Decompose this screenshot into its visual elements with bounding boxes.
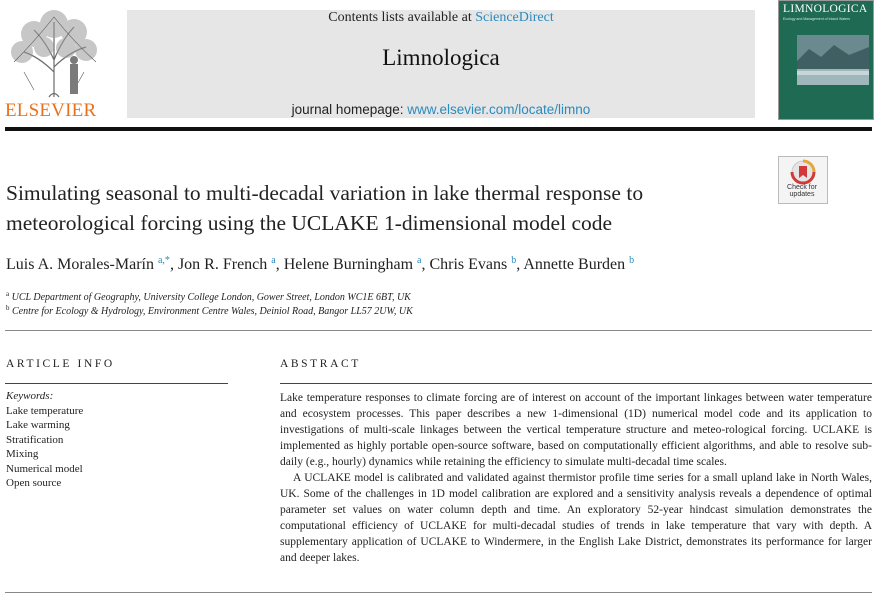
- abstract-paragraph: A UCLAKE model is calibrated and validated against thermistor profile time series for a small upland lake in North Wales, UK. Some of the challenges in 1D model calibration are explored and a sensitivity analysis reveals a dependence of optimal parameter set values on water column depth and time. An exploratory 52-year hindcast simulation demonstrates the computational efficiency of UCLAKE for multi-decadal studies of trends in lake temperature that vary with depth. A supplementary application of UCLAKE to Windermere, in the English Lake District, demonstrates its performance for larger and deeper lakes.: [280, 472, 872, 564]
- homepage-prefix: journal homepage:: [291, 102, 408, 117]
- cover-subtitle: Ecology and Management of Inland Waters: [783, 17, 850, 21]
- keyword-item: Open source: [6, 477, 62, 490]
- author-affiliation-mark[interactable]: a: [271, 255, 276, 266]
- author-name[interactable]: Helene Burningham: [283, 256, 414, 273]
- abstract-paragraph: Lake temperature responses to climate forcing are of interest on account of the important linkages between water temperature and ecosystem processes. This paper describes a new 1-dimensional (1D) numerical model code and its application to investigations of multi-scale linkages between the vertical temperature structure and meteo-rological forcing. UCLAKE is implemented as highly portable open-source software, based on computationally efficient algorithms, and able to resolve sub-daily (e.g., hourly) dynamics while retaining the efficiency to simulate multi-decadal time scales.: [280, 392, 872, 468]
- homepage-line: [127, 102, 755, 117]
- author-name[interactable]: Chris Evans: [429, 256, 508, 273]
- publisher-name: ELSEVIER: [5, 100, 97, 121]
- author-affiliation-mark[interactable]: b: [511, 255, 517, 266]
- keywords-list: [6, 404, 83, 490]
- contents-prefix: Contents lists available at: [328, 10, 476, 25]
- author-name[interactable]: Annette Burden: [523, 256, 626, 273]
- cover-title: LIMNOLOGICA: [783, 3, 868, 15]
- check-updates-icon: [779, 157, 827, 187]
- check-updates-label: [778, 184, 826, 198]
- abstract-body: [280, 390, 872, 566]
- bottom-divider: [5, 592, 872, 593]
- affiliation-text: Centre for Ecology & Hydrology, Environment Centre Wales, Deiniol Road, Bangor LL57 2UW, UK: [12, 306, 413, 317]
- author-affiliation-mark[interactable]: a: [417, 255, 422, 266]
- article-title: Simulating seasonal to multi-decadal variation in lake thermal response to meteorological forcing using the UCLAKE 1-dimensional model code: [6, 181, 644, 235]
- author-affiliation-mark[interactable]: b: [629, 255, 635, 266]
- affiliation-b: [6, 304, 413, 317]
- keywords-label: Keywords:: [6, 390, 54, 402]
- article-info-rule: [5, 383, 228, 384]
- affiliation-text: UCL Department of Geography, University College London, Gower Street, London WC1E 6BT, UK: [11, 292, 411, 303]
- keyword-item: Mixing: [6, 448, 39, 461]
- keyword-item: Stratification: [6, 433, 64, 446]
- author-list: Luis A. Morales-Marín $^{a,*}$, Jon R. French $^a$, Helene Burningham $^a$, Chris Evans $^b$, Annette Burden $^b$: [6, 255, 635, 273]
- affiliation-a: [6, 290, 411, 303]
- journal-cover-image[interactable]: [778, 0, 874, 120]
- check-updates-line1: Check for: [787, 184, 817, 191]
- keyword-item: Numerical model: [6, 462, 83, 475]
- affiliation-mark: a: [6, 290, 10, 298]
- sciencedirect-link[interactable]: ScienceDirect: [475, 10, 554, 25]
- keyword-item: Lake warming: [6, 419, 70, 432]
- journal-name[interactable]: Limnologica: [382, 45, 500, 70]
- header-divider: [5, 127, 872, 131]
- abstract-rule: [280, 383, 872, 384]
- affiliation-mark: b: [6, 304, 10, 312]
- keyword-item: Lake temperature: [6, 405, 84, 417]
- author-name[interactable]: Luis A. Morales-Marín: [6, 256, 154, 273]
- journal-homepage-link[interactable]: www.elsevier.com/locate/limno: [407, 102, 591, 117]
- author-name[interactable]: Jon R. French: [177, 256, 268, 273]
- check-updates-line2: updates: [789, 191, 815, 198]
- article-info-heading: ARTICLE INFO: [6, 358, 115, 370]
- abstract-heading: ABSTRACT: [280, 358, 361, 370]
- contents-line: [127, 10, 755, 26]
- section-divider: [5, 330, 872, 331]
- author-affiliation-mark[interactable]: a,*: [157, 255, 170, 266]
